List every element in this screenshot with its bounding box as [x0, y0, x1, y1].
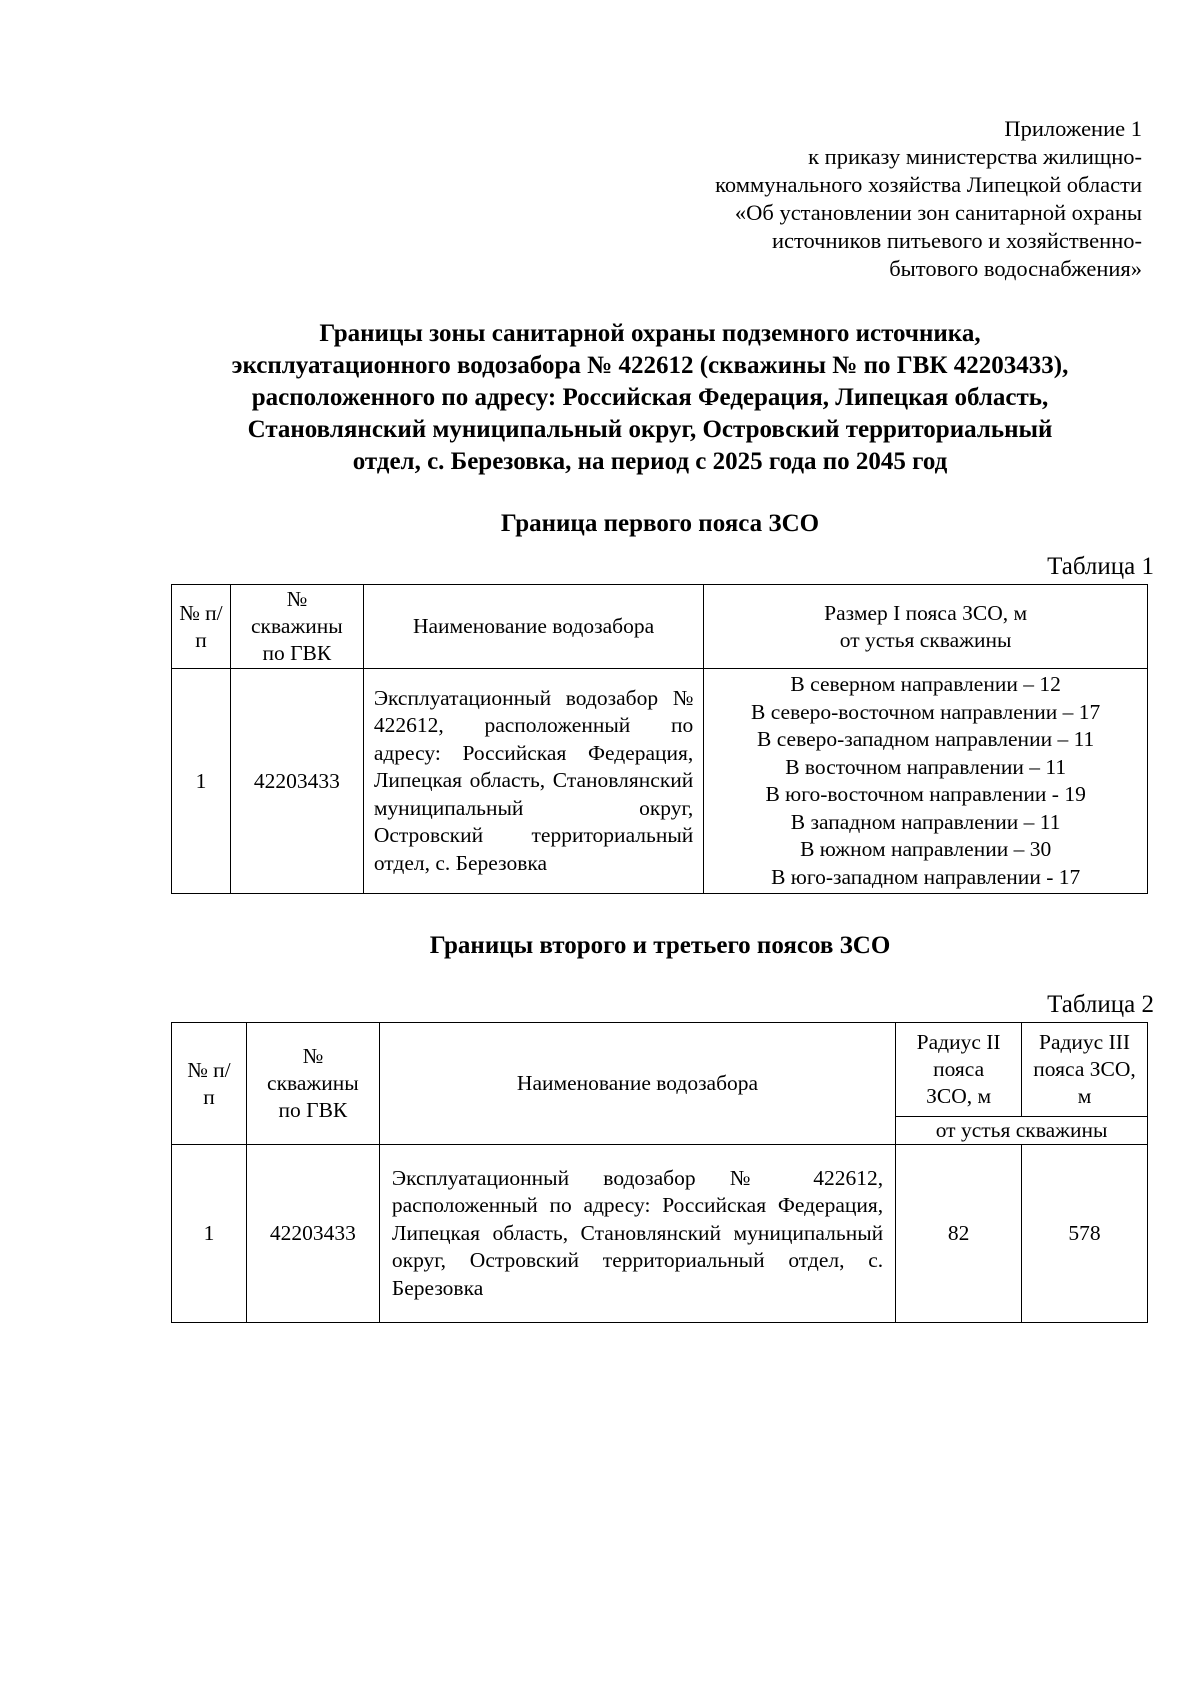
title-line: отдел, с. Березовка, на период с 2025 года по 2045 год: [352, 448, 948, 475]
direction-item: В северо-восточном направлении – 17: [751, 699, 1101, 724]
header-num: № п/п: [172, 585, 231, 669]
appendix-block: [542, 115, 1142, 283]
cell-radius3: 578: [1022, 1145, 1148, 1323]
direction-item: В юго-восточном направлении - 19: [765, 782, 1086, 806]
header-radius3: Радиус III пояса ЗСО, м: [1022, 1023, 1148, 1117]
title-line: расположенного по адресу: Российская Федерация, Липецкая область,: [251, 384, 1049, 411]
appendix-line: бытового водоснабжения»: [889, 256, 1142, 281]
table-row: [172, 1145, 1148, 1323]
header-name: Наименование водозабора: [363, 585, 703, 669]
direction-item: В восточном направлении – 11: [785, 754, 1067, 779]
header-well: № скважины по ГВК: [246, 1023, 379, 1145]
appendix-line: Приложение 1: [1004, 116, 1142, 141]
cell-num: 1: [172, 1145, 247, 1323]
title-line: Границы зоны санитарной охраны подземного источника,: [319, 320, 981, 347]
section2-heading: Границы второго и третьего поясов ЗСО: [429, 932, 891, 959]
table-header-row: [172, 585, 1148, 669]
table1-label: Таблица 1: [1047, 553, 1154, 580]
direction-item: В северо-западном направлении – 11: [757, 727, 1095, 751]
header-num: № п/п: [172, 1023, 247, 1145]
cell-well: 42203433: [246, 1145, 379, 1323]
appendix-line: коммунального хозяйства Липецкой области: [715, 172, 1142, 197]
header-from-wellhead: от устья скважины: [896, 1117, 1148, 1145]
header-size-line2: от устья скважины: [839, 627, 1012, 652]
cell-radius2: 82: [896, 1145, 1022, 1323]
header-well: № скважины по ГВК: [230, 585, 363, 669]
table2-label: Таблица 2: [1047, 991, 1154, 1018]
cell-directions: [704, 669, 1148, 894]
header-name: Наименование водозабора: [379, 1023, 895, 1145]
cell-num: 1: [172, 669, 231, 894]
document-title: [150, 318, 1150, 478]
title-line: эксплуатационного водозабора № 422612 (скважины № по ГВК 42203433),: [231, 352, 1069, 379]
direction-item: В юго-западном направлении - 17: [771, 864, 1081, 889]
header-size: [704, 585, 1148, 669]
direction-item: В западном направлении – 11: [790, 809, 1061, 834]
cell-name: Эксплуатационный водозабор № 422612, расположенный по адресу: Российская Федерация, Липецкая область, Становлянский муниципальный округ, Островский территориальный отдел, с. Березовка: [363, 669, 703, 894]
header-radius2: Радиус II пояса ЗСО, м: [896, 1023, 1022, 1117]
title-line: Становлянский муниципальный округ, Островский территориальный: [247, 416, 1053, 443]
appendix-line: к приказу министерства жилищно-: [808, 144, 1142, 169]
direction-item: В северном направлении – 12: [790, 672, 1061, 696]
table-first-zone: [171, 584, 1148, 894]
appendix-line: «Об установлении зон санитарной охраны: [734, 200, 1142, 225]
cell-well: 42203433: [230, 669, 363, 894]
table-second-third-zone: [171, 1022, 1148, 1323]
header-size-line1: Размер I пояса ЗСО, м: [824, 600, 1028, 625]
table-row: [172, 669, 1148, 894]
appendix-line: источников питьевого и хозяйственно-: [771, 228, 1142, 253]
direction-item: В южном направлении – 30: [800, 837, 1052, 861]
cell-name: Эксплуатационный водозабор № 422612, расположенный по адресу: Российская Федерация, Липецкая область, Становлянский муниципальный округ, Островский территориальный отдел, с. Березовка: [379, 1145, 895, 1323]
table-header-row: [172, 1023, 1148, 1117]
section1-heading: Граница первого пояса ЗСО: [500, 510, 820, 537]
